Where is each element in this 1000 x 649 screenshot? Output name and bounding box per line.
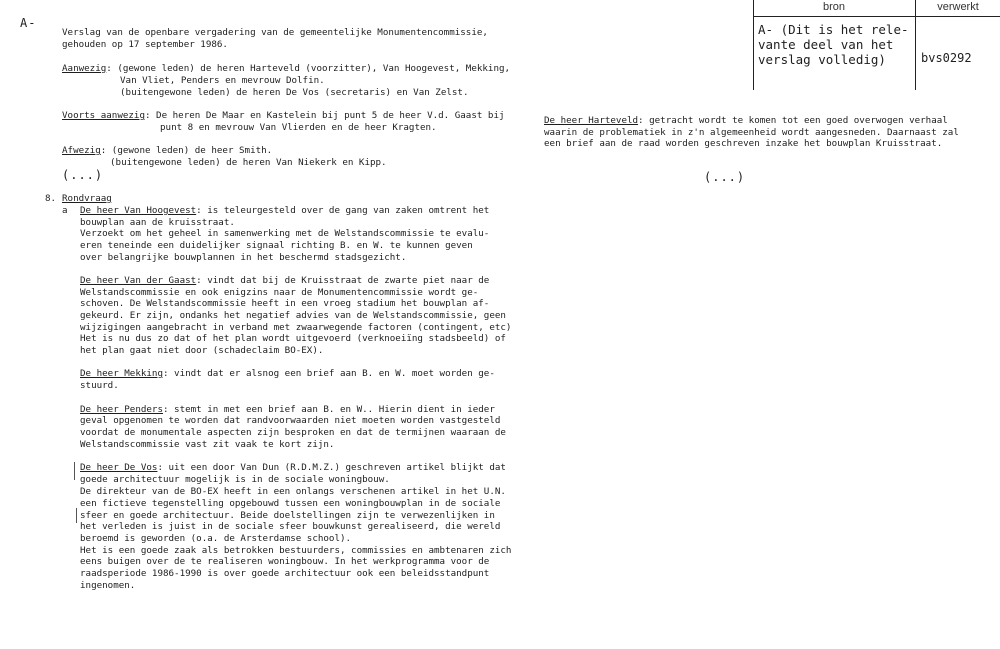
speaker-text: : vindt dat er alsnog een brief aan B. en W. moet worden ge- <box>162 368 495 379</box>
speaker-line: raadsperiode 1986-1990 is over goede architectuur ook een beleidsstandpunt <box>80 568 490 579</box>
intro-line-1: Verslag van de openbare vergadering van de gemeentelijke Monumentencommissie, <box>62 27 488 38</box>
speaker-name: De heer De Vos <box>80 462 158 473</box>
speaker-line: stuurd. <box>80 380 119 391</box>
speaker-line: het plan gaat niet door (schadeclaim BO-EX). <box>80 345 324 356</box>
voorts-label: Voorts aanwezig <box>62 110 145 121</box>
voorts-text: : De heren De Maar en Kastelein bij punt 5 de heer V.d. Gaast bij <box>144 110 505 121</box>
header-rule <box>753 16 1000 17</box>
speaker-line: goede architectuur mogelijk is in de sociale woningbouw. <box>80 474 390 485</box>
speaker-line: beroemd is geworden (o.a. de Arsterdamse school). <box>80 533 352 544</box>
speaker-line: De direkteur van de BO-EX heeft in een onlangs verschenen artikel in het U.N. <box>80 486 506 497</box>
header-bron: bron <box>822 1 846 13</box>
speaker-line: over belangrijke bouwplannen in het beschermd stadsgezicht. <box>80 252 407 263</box>
speaker-line: sfeer en goede architectuur. Beide doelstellingen zijn te verwezenlijken in <box>80 510 495 521</box>
speaker-text: : uit een door Van Dun (R.D.M.Z.) geschreven artikel blijkt dat <box>157 462 506 473</box>
speaker-line: geval opgenomen te worden dat randvoorwaarden niet moeten worden vastgesteld <box>80 415 501 426</box>
speaker-line: een brief aan de raad worden geschreven inzake het bouwplan Kruisstraat. <box>544 138 943 149</box>
aanwezig-label: Aanwezig <box>62 63 107 74</box>
bron-line: A- (Dit is het rele- <box>758 22 909 37</box>
speaker-text: : is teleurgesteld over de gang van zaken omtrent het <box>196 205 490 216</box>
voorts-line <box>62 110 505 122</box>
ellipsis-left: (...) <box>62 168 104 182</box>
speaker-line: wijzigingen aangebracht in verband met zwaarwegende factoren (contingent, etc) <box>80 322 512 333</box>
afwezig-line-2: (buitengewone leden) de heren Van Niekerk en Kipp. <box>110 157 387 168</box>
speaker-text: : vindt dat bij de Kruisstraat de zwarte piet naar de <box>196 275 490 286</box>
bron-line: verslag volledig) <box>758 52 886 67</box>
bron-text <box>758 22 913 67</box>
bron-line: vante deel van het <box>758 37 894 52</box>
speaker-line: voordat de monumentale aspecten zijn besproken en dat de termijnen waaraan de <box>80 427 506 438</box>
box-left-rule <box>753 0 754 90</box>
margin-bar <box>76 508 77 523</box>
speaker-line: Het is een goede zaak als betrokken bestuurders, commissies en ambtenaren zich <box>80 545 512 556</box>
speaker-line: een fictieve tegenstelling opgebouwd tussen een woningbouwplan in de sociale <box>80 498 501 509</box>
rondvraag-number: 8. <box>45 193 57 204</box>
aanwezig-line-3: (buitengewone leden) de heren De Vos (secretaris) en Van Zelst. <box>120 87 469 98</box>
afwezig-label: Afwezig <box>62 145 101 156</box>
speaker-line: waarin de problematiek in z'n algemeenheid wordt aangesneden. Daarnaast zal <box>544 127 959 138</box>
speaker-line: het verleden is juist in de sociale sfeer bouwkunst gerealiseerd, die wereld <box>80 521 501 532</box>
aanwezig-line <box>62 63 510 75</box>
speaker-text: : getracht wordt te komen tot een goed overwogen verhaal <box>638 115 948 126</box>
speaker-vanhoogevest <box>80 205 489 217</box>
margin-bar <box>74 462 75 480</box>
speaker-line: Welstandscommissie vast zit vaak te kort zijn. <box>80 439 335 450</box>
speaker-name: De heer Harteveld <box>544 115 639 126</box>
afwezig-line <box>62 145 272 157</box>
voorts-line-2: punt 8 en mevrouw Van Vlierden en de heer Kragten. <box>160 122 437 133</box>
rondvraag-letter: a <box>62 205 68 216</box>
speaker-line: gekeurd. Er zijn, ondanks het negatief advies van de Welstandscommissie, geen <box>80 310 506 321</box>
speaker-devos <box>80 462 506 474</box>
speaker-vandergaast <box>80 275 489 287</box>
speaker-harteveld <box>544 115 948 127</box>
speaker-line: ingenomen. <box>80 580 136 591</box>
speaker-text: : stemt in met een brief aan B. en W.. Hierin dient in ieder <box>162 404 495 415</box>
speaker-name: De heer Van Hoogevest <box>80 205 197 216</box>
box-divider <box>915 0 916 90</box>
ellipsis-right: (...) <box>704 170 746 184</box>
speaker-line: eens buigen over de te realiseren woningbouw. In het werkprogramma voor de <box>80 556 490 567</box>
margin-mark: A- <box>20 16 37 30</box>
rondvraag-heading: Rondvraag <box>62 193 112 204</box>
aanwezig-text: : (gewone leden) de heren Harteveld (voorzitter), Van Hoogevest, Mekking, <box>106 63 511 74</box>
intro-line-2: gehouden op 17 september 1986. <box>62 39 228 50</box>
speaker-line: Welstandscommissie en ook enigzins naar de Monumentencommissie wordt ge- <box>80 287 479 298</box>
speaker-name: De heer Mekking <box>80 368 163 379</box>
speaker-mekking <box>80 368 495 380</box>
speaker-penders <box>80 404 495 416</box>
afwezig-text: : (gewone leden) de heer Smith. <box>100 145 273 156</box>
speaker-line: schoven. De Welstandscommissie heeft in een vroeg stadium het bouwplan af- <box>80 298 490 309</box>
aanwezig-line-2: Van Vliet, Penders en mevrouw Dolfin. <box>120 75 325 86</box>
speaker-name: De heer Van der Gaast <box>80 275 197 286</box>
verwerkt-code: bvs0292 <box>921 51 972 65</box>
speaker-line: bouwplan aan de kruisstraat. <box>80 217 235 228</box>
source-box <box>753 0 1000 90</box>
speaker-line: Verzoekt om het geheel in samenwerking met de Welstandscommissie te evalu- <box>80 228 490 239</box>
speaker-name: De heer Penders <box>80 404 163 415</box>
header-verwerkt: verwerkt <box>937 1 979 13</box>
speaker-line: Het is nu dus zo dat of het plan wordt uitgevoerd (verknoeiïng stadsbeeld) of <box>80 333 506 344</box>
speaker-line: eren teneinde een duidelijker signaal richting B. en W. te kunnen geven <box>80 240 473 251</box>
